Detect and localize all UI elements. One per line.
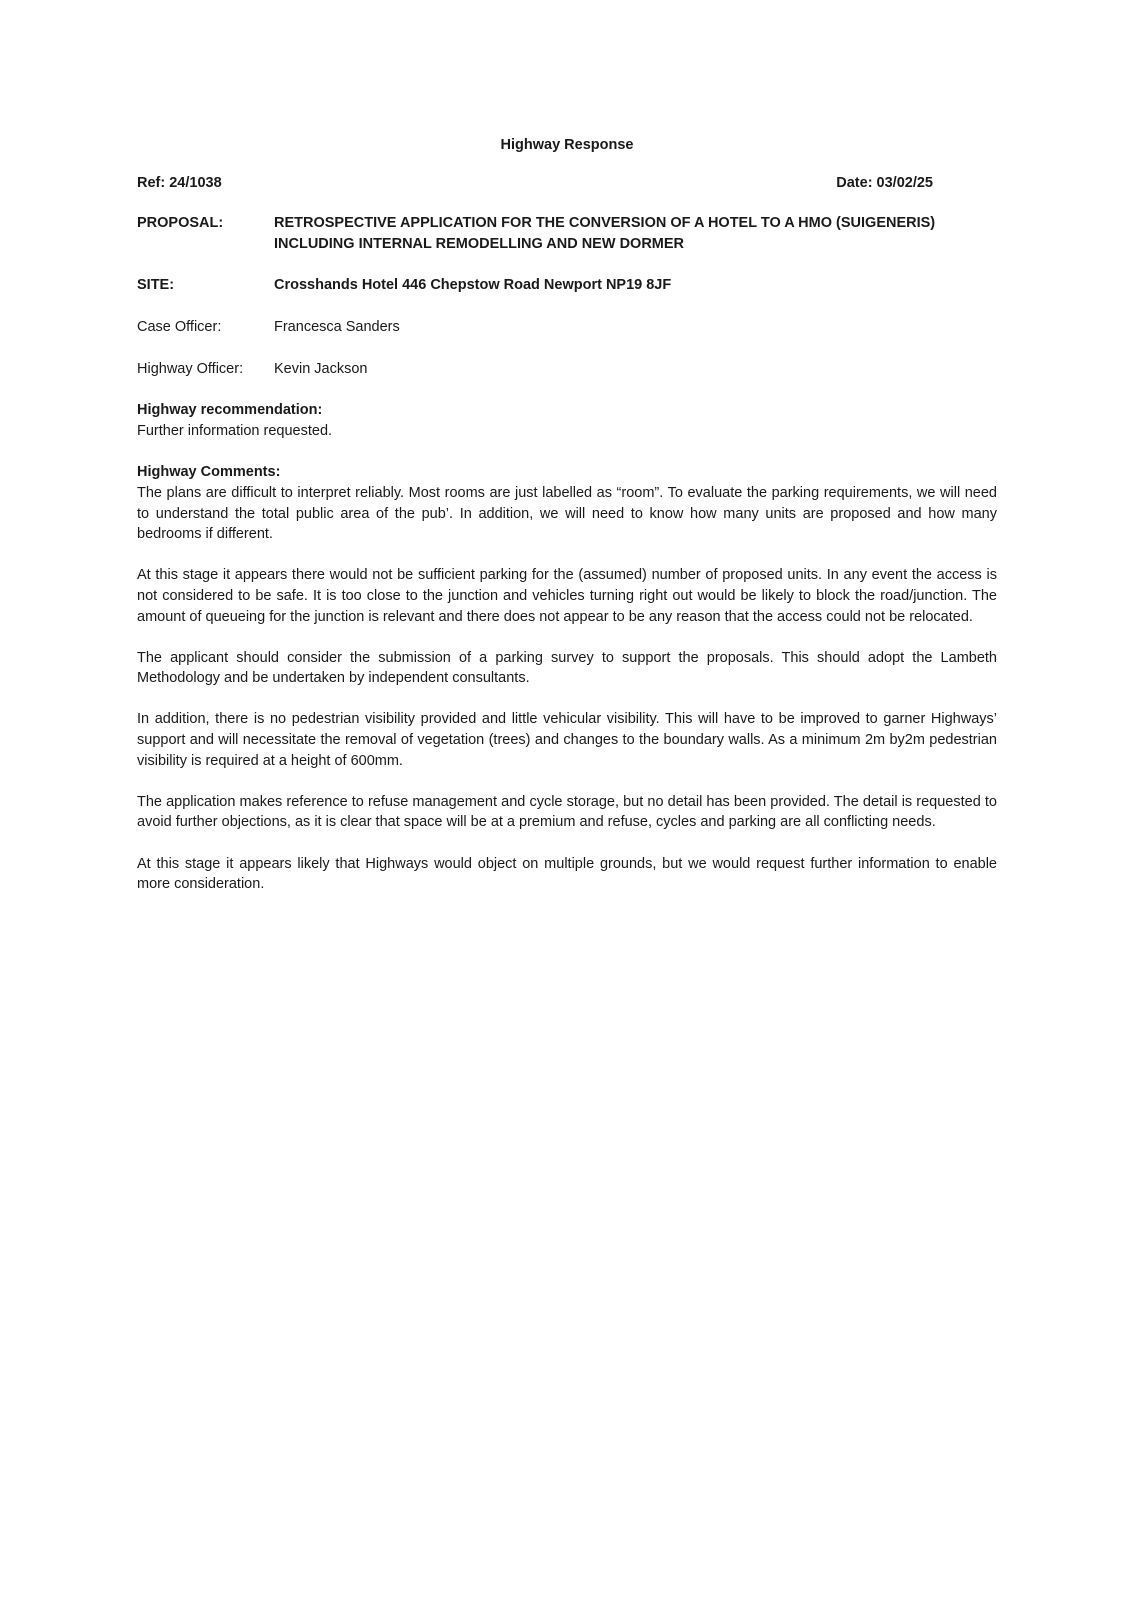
highway-officer-label: Highway Officer:	[137, 360, 244, 377]
ref-date-row	[137, 173, 997, 194]
comments-heading: Highway Comments:	[137, 464, 281, 481]
comment-paragraph: The application makes reference to refuse management and cycle storage, but no detail has been provided. The detail is requested to avoid further objections, as it is clear that space will be at a premium and refuse, cycles and parking are all conflicting needs.	[137, 793, 997, 831]
comment-paragraph: The plans are difficult to interpret reliably. Most rooms are just labelled as “room”. To evaluate the parking requirements, we will need to understand the total public area of the pub’. In addition, we will need to know how many units are proposed and how many bedrooms if different.	[137, 484, 997, 543]
document-body	[137, 135, 997, 915]
comment-paragraph: At this stage it appears likely that Highways would object on multiple grounds, but we would request further information to enable more consideration.	[137, 855, 997, 893]
case-officer-row	[137, 317, 997, 338]
case-officer-value: Francesca Sanders	[274, 318, 400, 335]
highway-officer-row	[137, 359, 997, 380]
site-label: SITE:	[137, 277, 175, 294]
proposal-line: RETROSPECTIVE APPLICATION FOR THE CONVERSION OF A HOTEL TO A HMO (SUIGENERIS)	[274, 215, 936, 232]
document-date: Date: 03/02/25	[836, 174, 933, 191]
proposal-line: INCLUDING INTERNAL REMODELLING AND NEW DORMER	[274, 235, 685, 252]
recommendation-heading: Highway recommendation:	[137, 402, 323, 419]
highway-officer-value: Kevin Jackson	[274, 360, 368, 377]
proposal-label: PROPOSAL:	[137, 215, 224, 232]
recommendation-text: Further information requested.	[137, 422, 333, 439]
comment-paragraph: The applicant should consider the submission of a parking survey to support the proposals. This should adopt the Lambeth Methodology and be undertaken by independent consultants.	[137, 649, 997, 687]
site-row	[137, 275, 997, 296]
proposal-value	[274, 213, 997, 254]
comment-paragraph: In addition, there is no pedestrian visibility provided and little vehicular visibility. This will have to be improved to garner Highways’ support and will necessitate the removal of vegetation (trees) and changes to the boundary walls. As a minimum 2m by2m pedestrian visibility is required at a height of 600mm.	[137, 711, 997, 769]
site-value: Crosshands Hotel 446 Chepstow Road Newport NP19 8JF	[274, 277, 672, 294]
case-officer-label: Case Officer:	[137, 318, 222, 335]
reference-number: Ref: 24/1038	[137, 174, 222, 191]
proposal-row	[137, 213, 997, 254]
comment-paragraph: At this stage it appears there would not be sufficient parking for the (assumed) number of proposed units. In any event the access is not considered to be safe. It is too close to the junction and vehicles turning right out would be likely to block the road/junction. The amount of queueing for the junction is relevant and there does not appear to be any reason that the access could not be relocated.	[137, 567, 997, 625]
document-title: Highway Response	[500, 137, 634, 153]
